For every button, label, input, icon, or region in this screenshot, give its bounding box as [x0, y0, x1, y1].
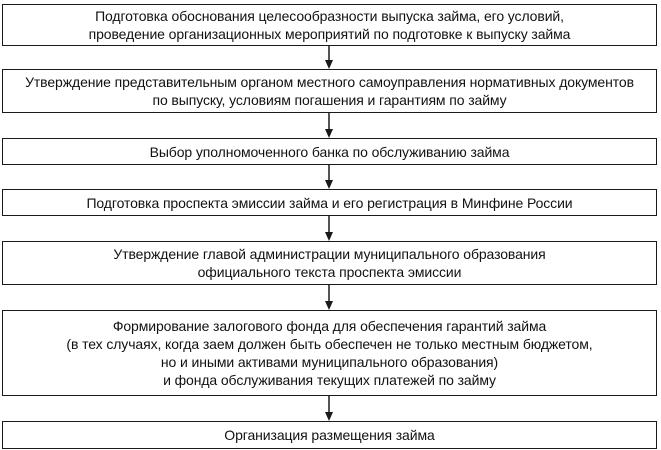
step-box-3	[2, 138, 657, 165]
arrow-down-icon	[323, 216, 335, 241]
step-2-line-2: по выпуску, условиям погашения и гарантиям по займу	[152, 92, 507, 108]
step-3-line-1: Выбор уполномоченного банка по обслуживанию займа	[149, 143, 510, 160]
arrow-down-icon	[323, 113, 335, 138]
arrow-down-icon	[323, 165, 335, 189]
step-box-7	[2, 421, 657, 449]
step-5-line-1: Утверждение главой администрации муниципального образования	[113, 246, 546, 262]
step-1-line-1: Подготовка обоснования целесообразности выпуска займа, его условий,	[95, 8, 564, 24]
arrow-down-icon	[323, 396, 335, 421]
step-4-line-1: Подготовка проспекта эмиссии займа и его регистрация в Минфине России	[86, 194, 573, 211]
arrow-down-2	[323, 113, 335, 138]
arrow-down-icon	[323, 285, 335, 310]
step-box-2	[2, 69, 657, 113]
step-6-line-2: (в тех случаях, когда заем должен быть обеспечен не только местным бюджетом,	[66, 336, 593, 352]
step-6-line-3: но и иными активами муниципального образования)	[160, 354, 499, 370]
arrow-down-6	[323, 396, 335, 421]
arrow-down-1	[323, 46, 335, 69]
arrow-down-3	[323, 165, 335, 189]
step-6-line-1: Формирование залогового фонда для обеспечения гарантий займа	[112, 318, 547, 334]
step-5-line-2: официального текста проспекта эмиссии	[197, 264, 462, 280]
arrow-down-icon	[323, 46, 335, 69]
step-6-line-4: и фонда обслуживания текущих платежей по займу	[163, 372, 496, 388]
arrow-down-5	[323, 285, 335, 310]
step-box-4	[2, 189, 657, 216]
step-1-line-2: проведение организационных мероприятий по подготовке к выпуску займа	[88, 26, 571, 42]
step-7-line-1: Организация размещения займа	[224, 427, 435, 443]
step-box-6	[2, 310, 657, 396]
step-2-line-1: Утверждение представительным органом местного самоуправления нормативных документов	[25, 74, 634, 90]
arrow-down-4	[323, 216, 335, 241]
step-box-5	[2, 241, 657, 285]
step-box-1	[2, 4, 657, 46]
